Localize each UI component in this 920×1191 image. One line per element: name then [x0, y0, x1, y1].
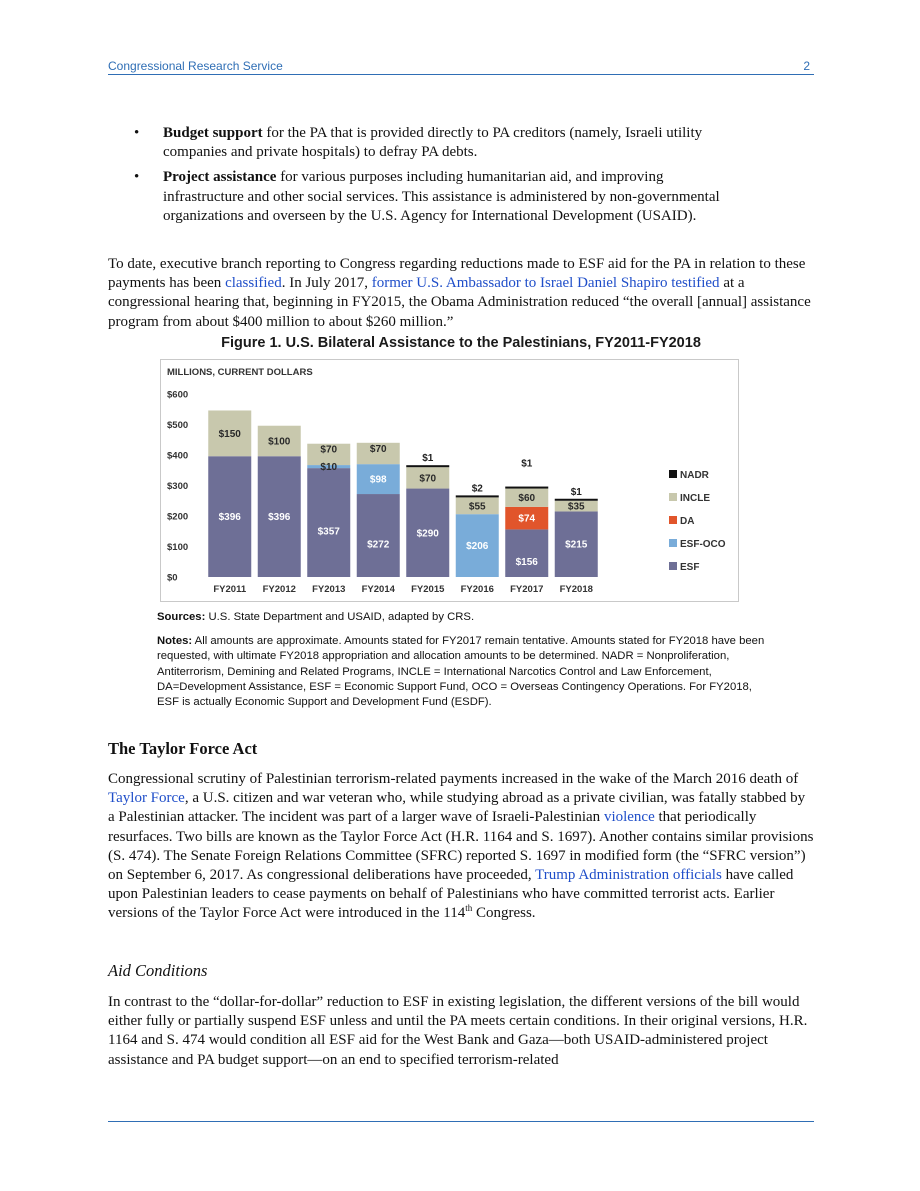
- list-item: [134, 168, 734, 226]
- y-tick-label: $200: [167, 511, 189, 523]
- legend-swatch: [669, 493, 677, 501]
- data-label: $70: [369, 443, 387, 455]
- x-tick-label: FY2018: [559, 584, 593, 595]
- data-label: $150: [218, 428, 241, 440]
- bar-segment-nadr: [456, 495, 499, 497]
- bar-segment-nadr: [505, 487, 548, 489]
- legend-label: INCLE: [680, 493, 710, 504]
- data-label: $35: [567, 501, 585, 513]
- chart-frame: [160, 359, 739, 602]
- x-tick-label: FY2014: [361, 584, 395, 595]
- x-tick-label: FY2016: [460, 584, 494, 595]
- y-tick-label: $600: [167, 389, 189, 401]
- x-tick-label: FY2011: [213, 584, 247, 595]
- bar-segment-esf: [357, 494, 400, 577]
- data-label: $98: [369, 474, 387, 486]
- data-label: $290: [416, 528, 439, 540]
- x-tick-label: FY2012: [262, 584, 296, 595]
- section-heading: The Taylor Force Act: [108, 739, 258, 758]
- text-run: Congress.: [472, 905, 536, 922]
- y-axis-title: MILLIONS, CURRENT DOLLARS: [167, 367, 313, 378]
- sources-text: U.S. State Department and USAID, adapted by CRS.: [205, 611, 475, 623]
- figure-notes: [157, 634, 777, 710]
- figure-sources: [157, 610, 777, 625]
- legend-swatch: [669, 539, 677, 547]
- paragraph-taylor: [108, 770, 814, 924]
- sources-label: Sources:: [157, 611, 206, 623]
- text-run: that periodically resurfaces. Two bills are known as the Taylor Force Act (H.R. 1164 and S. 1697). Another contains similar provisions (S. 474). The Senate Foreign Relations Committee (SFRC) reported S. 1697 in modified form (the “SFRC version”) on September 6, 2017. As congressional deliberations have proceeded,: [108, 809, 814, 884]
- paragraph-reporting: [108, 255, 814, 332]
- data-label: $156: [515, 557, 538, 569]
- bullet-text: for the PA that is provided directly to PA creditors (namely, Israeli utility companies and private hospitals) to defray PA debts.: [163, 125, 703, 161]
- link-violence[interactable]: violence: [603, 809, 655, 826]
- data-label: $2: [471, 483, 483, 495]
- data-label: $215: [565, 539, 588, 551]
- y-tick-label: $0: [167, 572, 178, 584]
- text-run: To date, executive branch reporting to Congress regarding reductions made to ESF aid for the PA in relation to these payments has been: [108, 256, 806, 292]
- legend-label: ESF: [680, 562, 700, 573]
- data-label: $396: [268, 512, 291, 524]
- bullet-text: for various purposes including humanitarian aid, and improving infrastructure and other social services. This assistance is administered by non-governmental organizations and overseen by the U.S. Agency for International Development (USAID).: [163, 169, 720, 224]
- data-label: $60: [518, 493, 536, 505]
- legend-swatch: [669, 516, 677, 524]
- legend-swatch: [669, 470, 677, 478]
- page-number: 2: [803, 59, 810, 73]
- link-shapiro-testified[interactable]: former U.S. Ambassador to Israel Daniel Shapiro testified: [371, 275, 720, 292]
- x-tick-label: FY2013: [312, 584, 346, 595]
- link-trump-officials[interactable]: Trump Administration officials: [535, 867, 722, 884]
- legend-label: NADR: [680, 470, 709, 481]
- data-label: $70: [419, 473, 437, 485]
- bullet-icon: •: [134, 169, 140, 186]
- bar-segment-esf: [505, 529, 548, 577]
- data-label: $1: [422, 453, 434, 465]
- data-label: $396: [218, 512, 241, 524]
- y-tick-label: $100: [167, 542, 189, 553]
- link-classified[interactable]: classified: [225, 275, 282, 292]
- data-label: $1: [570, 486, 582, 498]
- x-tick-label: FY2015: [411, 584, 445, 595]
- y-tick-label: $300: [167, 481, 189, 492]
- notes-label: Notes:: [157, 635, 193, 647]
- text-run: Congressional scrutiny of Palestinian terrorism-related payments increased in the wake of the March 2016 death of: [108, 771, 799, 787]
- bar-segment-esf: [307, 468, 350, 577]
- bullet-list: [134, 124, 734, 232]
- legend-swatch: [669, 562, 677, 570]
- data-label: $70: [320, 444, 338, 456]
- header-rule: [108, 74, 814, 75]
- data-label: $10: [320, 462, 338, 474]
- y-tick-label: $500: [167, 420, 189, 431]
- paragraph-aid-conditions: In contrast to the “dollar-for-dollar” reduction to ESF in existing legislation, the different versions of the bill would either fully or partially suspend ESF unless and until the PA meets certain conditions. In their original versions, H.R. 1164 and S. 474 would condition all ESF aid for the West Bank and Gaza—both USAID-administered project assistance and PA budget support—on an end to specified terrorism-related: [108, 994, 808, 1068]
- bar-segment-nadr: [555, 499, 598, 501]
- data-label: $357: [317, 526, 340, 538]
- superscript: th: [465, 903, 473, 914]
- figure-title: Figure 1. U.S. Bilateral Assistance to the Palestinians, FY2011-FY2018: [221, 335, 701, 351]
- text-run: at a congressional hearing that, beginning in FY2015, the Obama Administration reduced “the overall [annual] assistance program from about $400 million to about $260 million.”: [108, 275, 811, 330]
- footer-rule: [108, 1121, 814, 1122]
- list-item: [134, 124, 734, 162]
- data-label: $100: [268, 436, 291, 448]
- header-org: Congressional Research Service: [108, 59, 283, 73]
- bullet-lead: Budget support: [163, 125, 263, 141]
- notes-text: All amounts are approximate. Amounts stated for FY2017 remain tentative. Amounts stated for FY2018 have been requested, with ultimate FY2018 appropriation and allocation amounts to be determined. NADR = Nonproliferation, Antiterrorism, Demining and Related Programs, INCLE = International Narcotics Control and Law Enforcement, DA=Development Assistance, ESF = Economic Support Fund, OCO = Overseas Contingency Operations. For FY2018, ESF is actually Economic Support and Development Fund (ESDF).: [157, 635, 765, 709]
- bar-chart: [161, 360, 738, 601]
- y-tick-label: $400: [167, 450, 189, 462]
- data-label: $55: [468, 501, 486, 513]
- text-run: have called upon Palestinian leaders to cease payments on behalf of Palestinians who have committed terrorist acts. Earlier versions of the Taylor Force Act were introduced in the 114: [108, 867, 794, 922]
- data-label: $206: [466, 541, 489, 553]
- x-tick-label: FY2017: [510, 584, 544, 595]
- data-label: $74: [518, 513, 536, 525]
- subsection-heading: Aid Conditions: [108, 961, 208, 980]
- bullet-lead: Project assistance: [163, 169, 277, 186]
- data-label: $272: [367, 539, 390, 551]
- text-run: , a U.S. citizen and war veteran who, while studying abroad as a private civilian, was fatally stabbed by a Palestinian attacker. The incident was part of a larger wave of Israeli-Palestinian: [108, 790, 806, 826]
- data-label: $1: [521, 458, 533, 470]
- legend-label: DA: [680, 516, 695, 527]
- bar-segment-nadr: [406, 465, 449, 467]
- legend-label: ESF-OCO: [680, 539, 726, 550]
- bullet-icon: •: [134, 125, 140, 141]
- text-run: . In July 2017,: [281, 275, 372, 292]
- link-taylor-force[interactable]: Taylor Force: [108, 790, 185, 807]
